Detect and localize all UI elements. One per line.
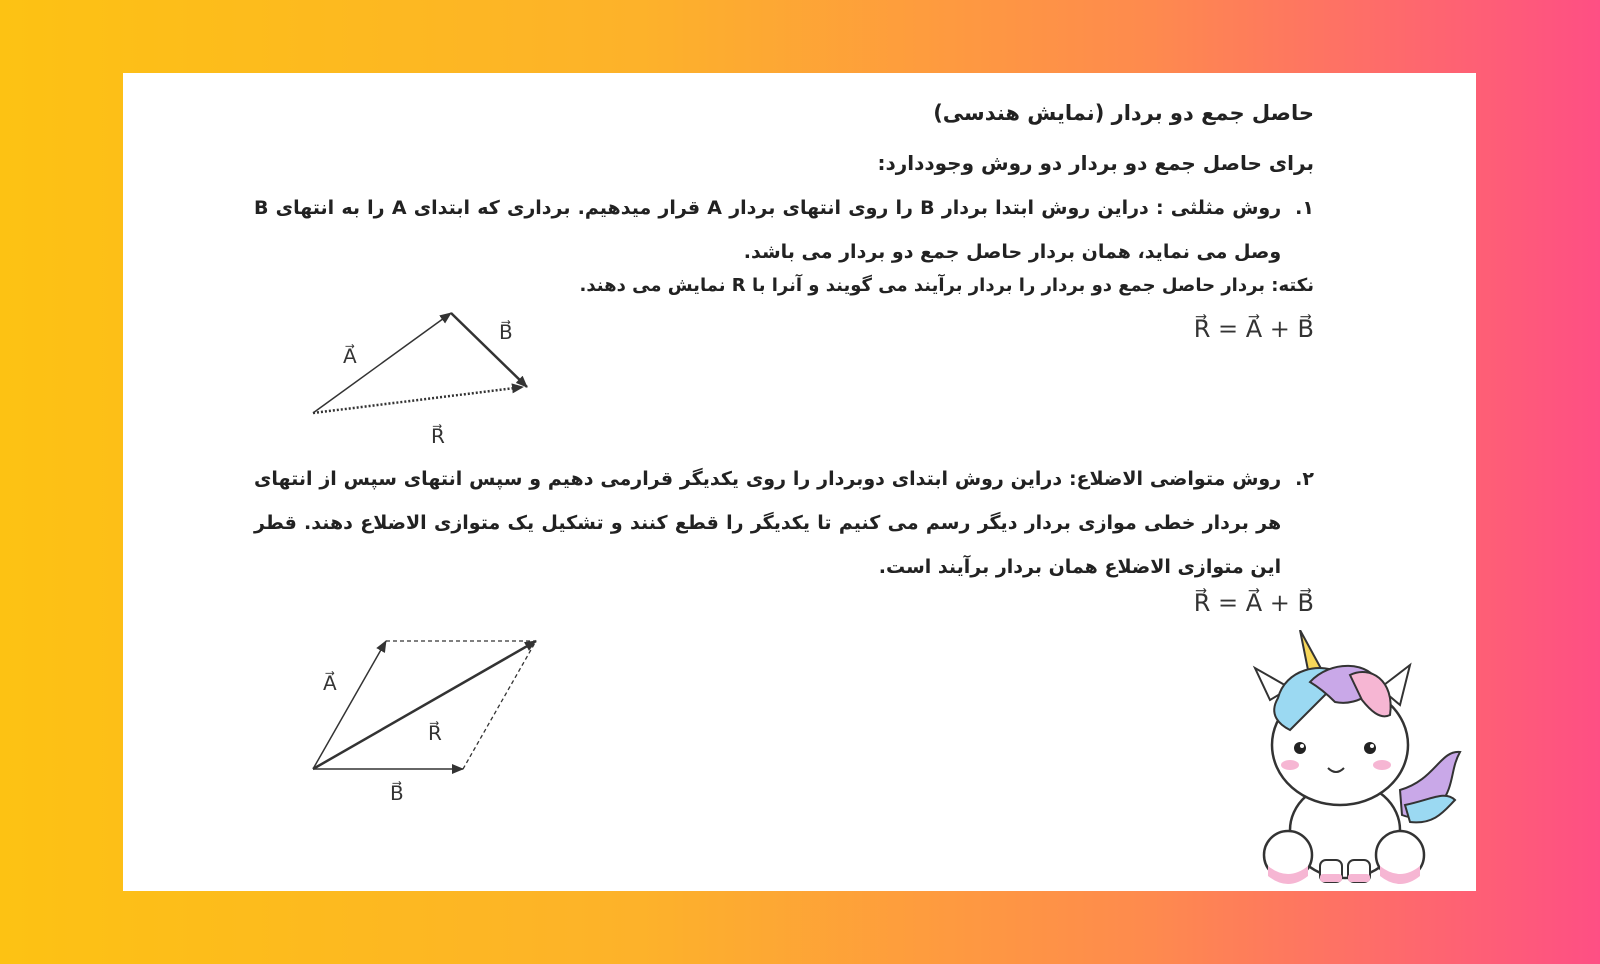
unicorn-sticker — [1250, 630, 1470, 900]
vector-b-arrow — [451, 313, 527, 387]
dashed-side-right — [463, 641, 536, 769]
formula-triangle: R⃗ = A⃗ + B⃗ — [1193, 315, 1314, 343]
label-b: B⃗ — [390, 781, 404, 805]
note-text: نکته: بردار حاصل جمع دو بردار را بردار برآیند می گویند و آنرا با R نمایش می دهند. — [579, 275, 1314, 296]
label-r: R⃗ — [428, 721, 442, 745]
parallelogram-figure — [303, 628, 563, 813]
label-b: B⃗ — [499, 320, 513, 344]
label-r: R⃗ — [431, 424, 445, 448]
label-a: A⃗ — [343, 344, 357, 368]
section-title: حاصل جمع دو بردار (نمایش هندسی) — [933, 101, 1314, 125]
method-2-text: روش متواضی الاضلاع: دراین روش ابتدای دوبردار را روی یکدیگر قرارمی دهیم و سپس انتهای سپس از انتهای هر بردار خطی موازی بردار دیگر رسم می کنیم تا یکدیگر را قطع کنند و تشکیل یک متوازی الاضلاع دهند. قطر این متوازی الاضلاع همان بردار برآیند است. — [254, 468, 1282, 578]
method-2-number: ۲. — [1295, 468, 1314, 490]
vector-r-arrow — [313, 641, 536, 769]
formula-parallelogram: R⃗ = A⃗ + B⃗ — [1193, 589, 1314, 617]
intro-text: برای حاصل جمع دو بردار دو روش وجوددارد: — [877, 151, 1314, 175]
method-1-number: ۱. — [1295, 197, 1314, 219]
vector-a-arrow — [313, 313, 451, 413]
method-1 — [254, 186, 1314, 274]
method-1-text: روش مثلثی : دراین روش ابتدا بردار B را روی انتهای بردار A قرار میدهیم. برداری که ابتدای A را به انتهای B وصل می نماید، همان بردار حاصل جمع دو بردار می باشد. — [254, 197, 1282, 263]
label-a: A⃗ — [323, 671, 337, 695]
vector-a-arrow — [313, 641, 386, 769]
triangle-figure — [303, 301, 563, 451]
method-2 — [254, 457, 1314, 589]
